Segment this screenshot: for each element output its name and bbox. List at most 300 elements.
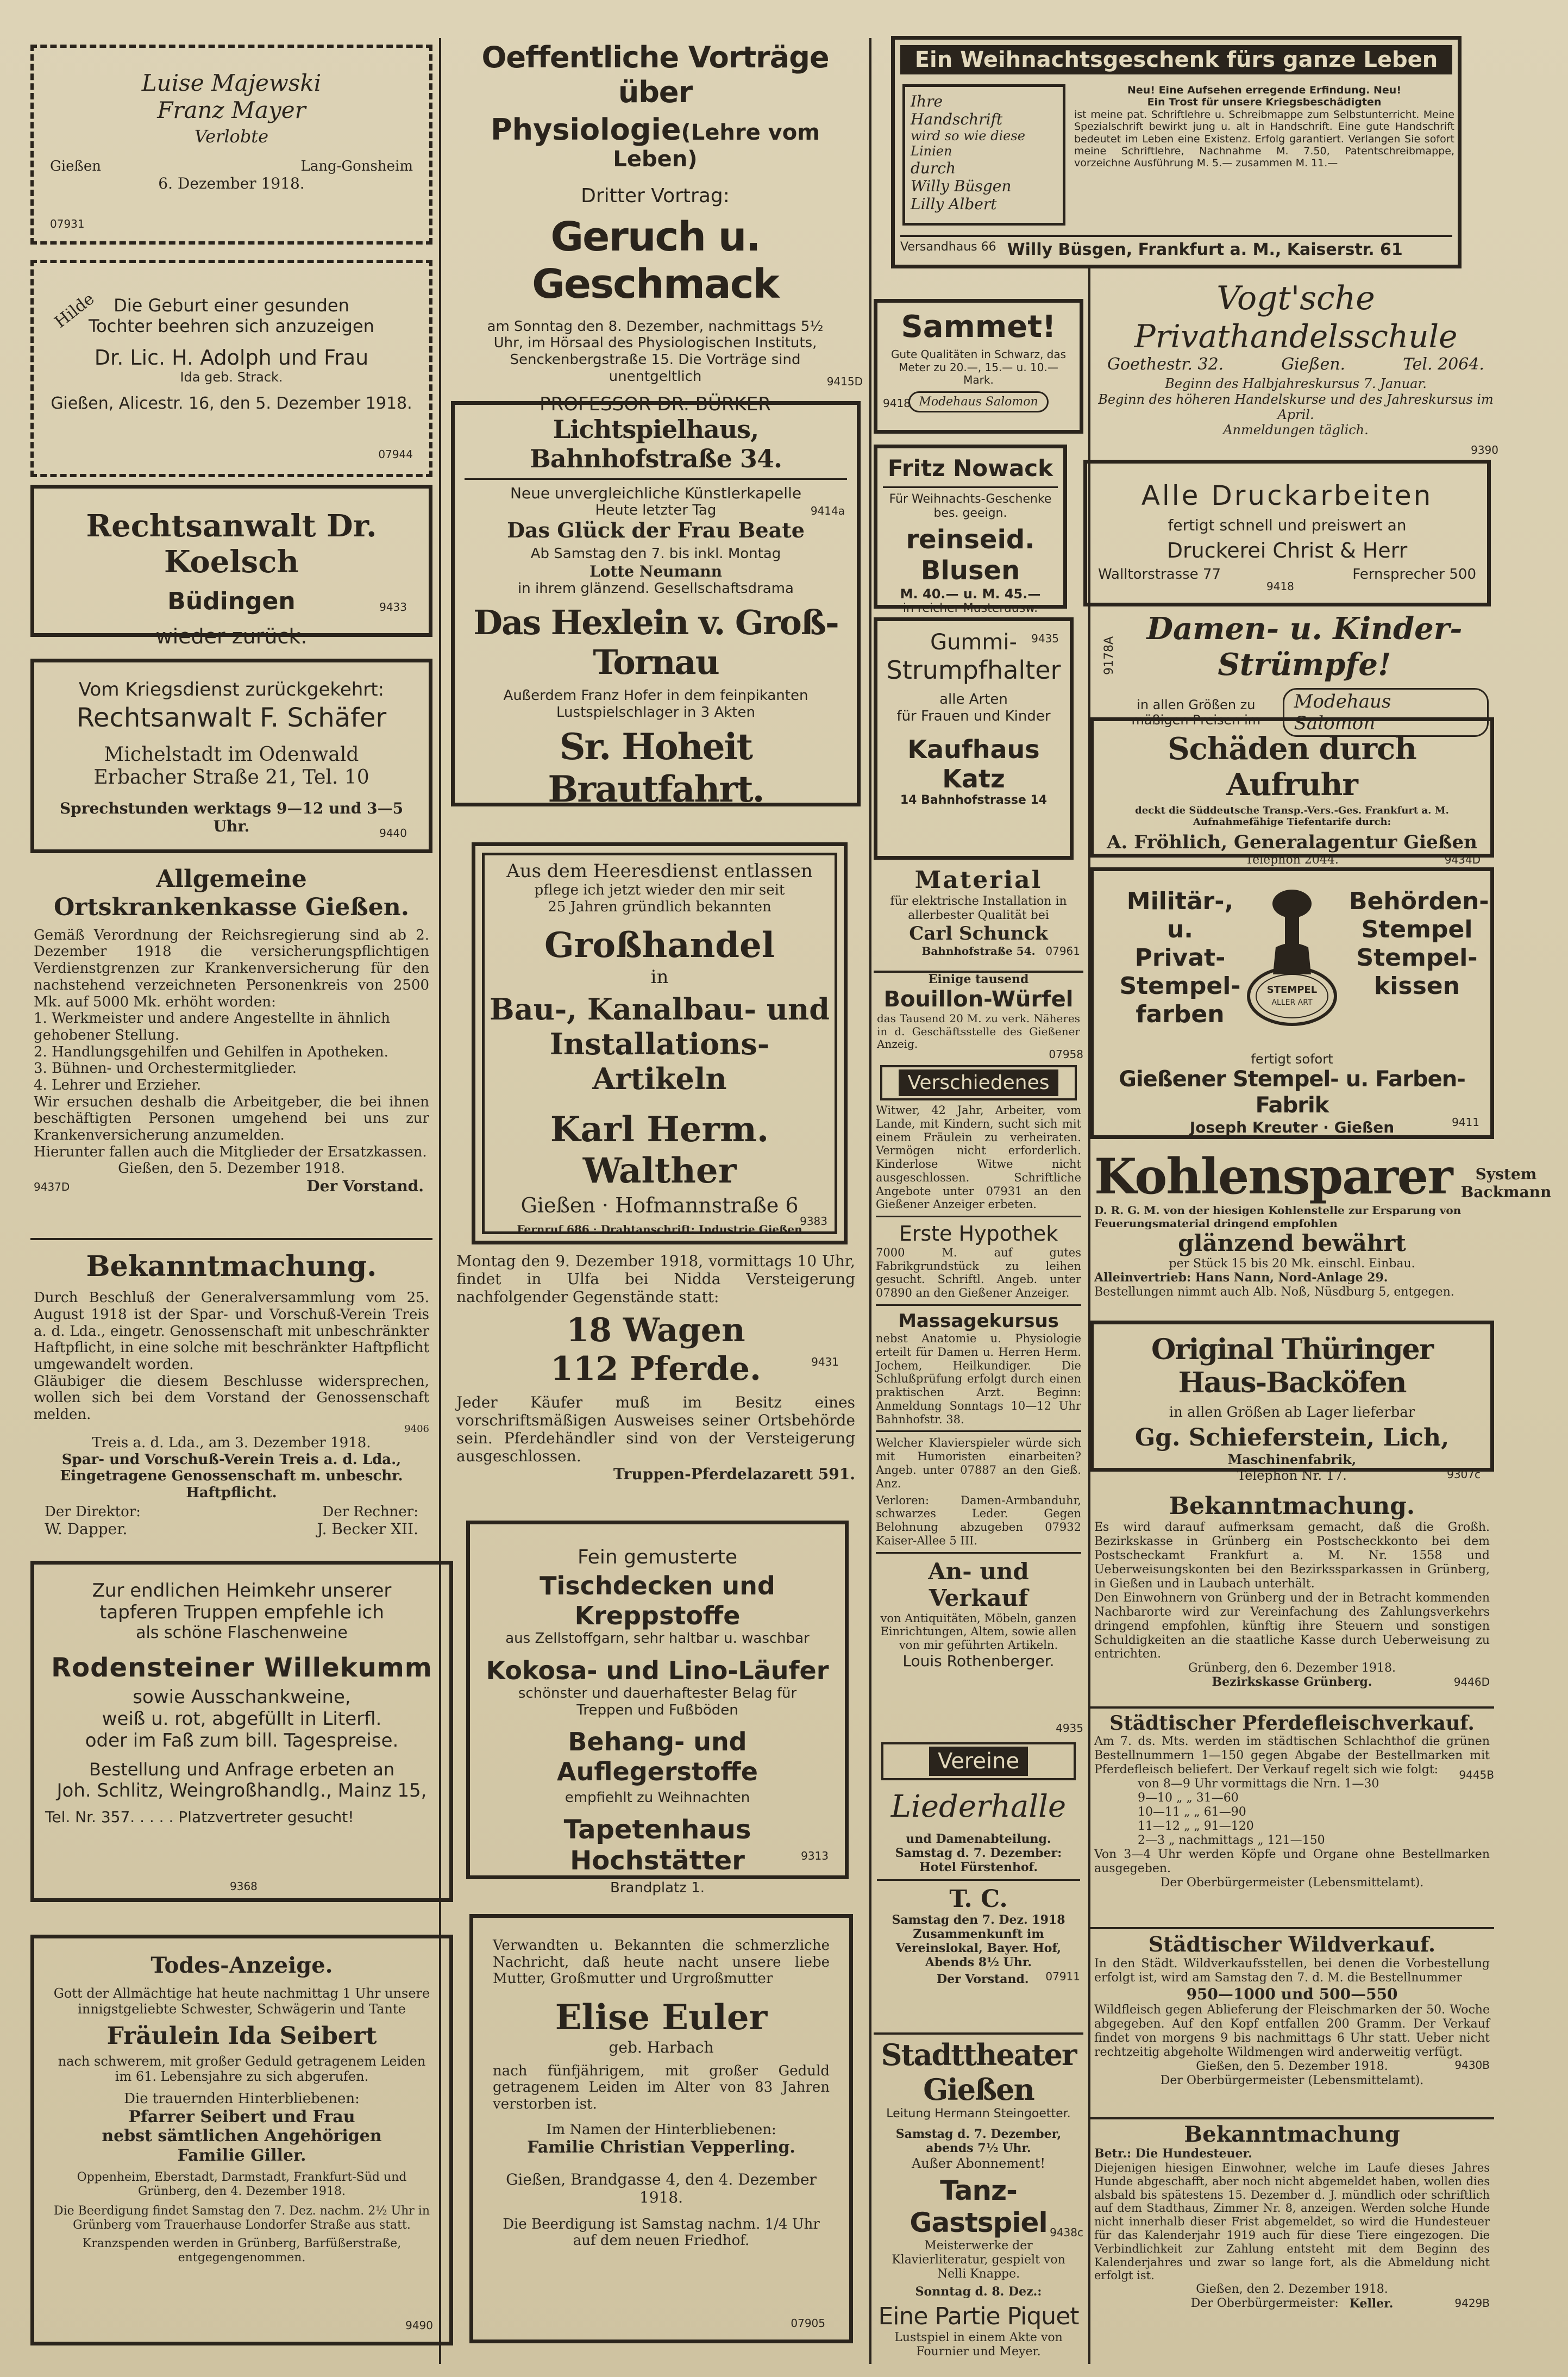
- bouillon-product: Bouillon-Würfel: [883, 986, 1074, 1012]
- schedule-row: 10—11 „ „ 61—90: [1138, 1805, 1246, 1819]
- ad-stempel: [1090, 867, 1494, 1139]
- schunck-address: Bahnhofstraße 54.: [921, 944, 1036, 958]
- classified-ankauf-name: Louis Rothenberger.: [902, 1652, 1055, 1670]
- buesgen-text: [1074, 84, 1454, 226]
- notice-bezirkskasse: [1090, 1492, 1494, 1701]
- wine-address: Joh. Schlitz, Weingroßhandlg., Mainz 15,: [57, 1780, 427, 1802]
- notice-date: Grünberg, den 6. Dezember 1918.: [1188, 1661, 1396, 1675]
- tapeten-address: Brandplatz 1.: [610, 1879, 705, 1896]
- section-heading: Vereine: [929, 1747, 1028, 1776]
- kohlen-title: Kohlensparer: [1094, 1148, 1452, 1205]
- stamp-text-1: STEMPEL: [1266, 984, 1318, 996]
- stempel-left-2: u. Privat-: [1134, 915, 1226, 972]
- ad-code: 9383: [800, 1215, 827, 1228]
- buesgen-line-1: Neu! Eine Aufsehen erregende Erfindung. Neu!: [1127, 84, 1401, 96]
- schedule-row: von 8—9 Uhr vormittags die Nrn. 1—30: [1138, 1777, 1379, 1791]
- kohlen-text: D. R. G. M. von der hiesigen Kohlenstelle zur Ersparung von Feuerungsmaterial dringend empfohlen: [1094, 1204, 1462, 1230]
- tc-signature: Der Vorstand.: [937, 1972, 1029, 1986]
- ad-code: 9390: [1471, 443, 1498, 456]
- birth-address-date: Gießen, Alicestr. 16, den 5. Dezember 1918.: [51, 393, 412, 413]
- notice-signature-role: Der Oberbürgermeister:: [1190, 2296, 1339, 2310]
- hw-4: durch: [911, 159, 956, 177]
- backofen-headline: Original Thüringer Haus-Backöfen: [1151, 1333, 1433, 1400]
- stempel-right-1: Behörden-: [1349, 887, 1489, 915]
- walther-phone: Fernruf 686 · Drahtanschrift: Industrie Gießen: [517, 1223, 802, 1236]
- ad-kohlensparer: [1090, 1148, 1552, 1316]
- euler-family: Familie Christian Vepperling.: [527, 2138, 795, 2157]
- lecture-details: am Sonntag den 8. Dezember, nachmittags 5½ Uhr, im Hörsaal des Physiologischen Instituts, Senckenbergstraße 15. Die Vorträge sind unentgeltlich: [487, 318, 824, 385]
- vogt-school: Privathandelsschule: [1134, 317, 1458, 355]
- vogt-phone: Tel. 2064.: [1402, 355, 1484, 374]
- film-title-1: Das Glück der Frau Beate: [507, 517, 805, 542]
- euler-mourners-label: Im Namen der Hinterbliebenen:: [546, 2121, 776, 2138]
- theater-date: Samstag d. 7. Dezember, abends 7½ Uhr.: [895, 2127, 1062, 2156]
- stempel-left-1: Militär-,: [1126, 887, 1234, 915]
- notice-signature: Der Oberbürgermeister (Lebensmittelamt).: [1160, 1876, 1424, 1890]
- euler-funeral: Die Beerdigung ist Samstag nachm. 1/4 Uhr auf dem neuen Friedhof.: [503, 2216, 820, 2249]
- notice-item-3: 3. Bühnen- und Orchestermitglieder.: [34, 1060, 297, 1077]
- death-mourners-label: Die trauernden Hinterbliebenen:: [124, 2091, 360, 2107]
- ad-code: 9435: [1031, 632, 1059, 645]
- auction-intro: Montag den 9. Dezember 1918, vormittags 10 Uhr, findet in Ulfa bei Nidda Versteigerung nachfolgender Gegenstände statt:: [456, 1252, 855, 1306]
- walther-goods-2: Installations-Artikeln: [549, 1026, 770, 1096]
- kohlen-tested: glänzend bewährt: [1178, 1230, 1406, 1257]
- backofen-phone: Telephon Nr. 17.: [1237, 1467, 1347, 1483]
- inner-frame: [482, 853, 837, 1234]
- section-vereine: [874, 1742, 1083, 2025]
- theater-name: Stadttheater Gießen: [881, 2037, 1076, 2107]
- walther-name: Karl Herm. Walther: [550, 1109, 769, 1191]
- wine-line-3: als schöne Flaschenweine: [136, 1623, 348, 1643]
- stempel-company: Gießener Stempel- u. Farben-Fabrik: [1119, 1067, 1465, 1118]
- notice-title: Bekanntmachung: [1184, 2122, 1400, 2147]
- ad-koelsch: [30, 485, 432, 649]
- notice-date: Gießen, den 2. Dezember 1918.: [1196, 2282, 1388, 2297]
- classified-armband: Verloren: Damen-Armbanduhr, schwarzes Leder. Gegen Belohnung abzugeben 07932 Kaiser-Allee 5 III.: [876, 1493, 1081, 1547]
- ad-walther: [472, 842, 848, 1244]
- death-notice-euler: [469, 1914, 853, 2343]
- koelsch-town: Büdingen: [167, 587, 296, 616]
- hw-5: Willy Büsgen: [911, 177, 1012, 195]
- wine-line-2: tapferen Truppen empfehle ich: [99, 1602, 384, 1624]
- notice-paragraph-1: Diejenigen hiesigen Einwohner, welche im Laufe dieses Jahres Hunde abgeschafft, aber noch nicht abgemeldet haben, wollen dies alsbald bis spätestens 15. Dezember d. J. mündlich oder schriftlich auf dem Stadthaus, Zimmer Nr. 8, anzeigen. Werden solche Hunde nicht innerhalb dieser Frist abgemeldet, so wird die Hundesteuer für das Kalenderjahr 1919 auch für diese Tiere eingezogen. Die Verbindlichkeit zur Zahlung entsteht mit dem Beginn des Kalenderjahres und zwar so lange fort, als die Abmeldung nicht erfolgt ist.: [1094, 2161, 1490, 2282]
- notice-paragraph-3: Hierunter fallen auch die Mitglieder der Ersatzkassen.: [34, 1143, 427, 1160]
- cinema-ad: [451, 401, 861, 811]
- ad-code: 07961: [1045, 944, 1080, 958]
- notice-signature-name: Keller.: [1349, 2296, 1394, 2311]
- ad-code: 07944: [378, 448, 413, 461]
- wreath-info: Kranzspenden werden in Grünberg, Barfüßerstraße, entgegengenommen.: [82, 2237, 402, 2265]
- ad-code: 9438c: [1050, 2226, 1083, 2239]
- ad-code: 07931: [50, 217, 85, 230]
- ad-code: 9430B: [1454, 2058, 1490, 2072]
- place-left: Gießen: [50, 158, 101, 174]
- notice-item-1: 1. Werkmeister und andere Angestellte in ähnlich gehobener Stellung.: [34, 1010, 390, 1043]
- notice-signature: Der Vorstand.: [306, 1177, 424, 1195]
- euler-paragraph-1: Verwandten u. Bekannten die schmerzliche Nachricht, daß heute nacht unsere liebe Mutter, Großmutter und Urgroßmutter: [493, 1937, 830, 1987]
- ad-code: 9429B: [1454, 2296, 1490, 2310]
- notice-item-2: 2. Handlungsgehilfen und Gehilfen in Apotheken.: [34, 1043, 388, 1060]
- kohlen-orders: Bestellungen nimmt auch Alb. Noß, Nüsdburg 5, entgegen.: [1094, 1285, 1454, 1299]
- ad-vogt-handelsschule: [1093, 279, 1498, 460]
- tapeten-name: Tapetenhaus Hochstätter: [563, 1815, 751, 1876]
- sammet-title: Sammet!: [901, 309, 1056, 345]
- aufruhr-phone: Telephon 2044.: [1245, 853, 1339, 867]
- mourner-3: Familie Giller.: [177, 2145, 306, 2165]
- lecture-number: Dritter Vortrag:: [581, 185, 730, 208]
- ad-nowack: [874, 445, 1067, 616]
- wild-numbers: 950—1000 und 500—550: [1186, 1985, 1398, 2003]
- cinema-comedy: Außerdem Franz Hofer in dem feinpikanten Lustspielschlager in 3 Akten: [503, 687, 808, 721]
- bouillon-line-1: Einige tausend: [928, 972, 1029, 986]
- death-paragraph-2: nach schwerem, mit großer Geduld getragenem Leiden im 61. Lebensjahre zu sich abgerufen.: [58, 2053, 426, 2085]
- struempfe-text: in allen Größen zu mäßigen Preisen im: [1131, 697, 1261, 728]
- stamp-icon: [1246, 887, 1338, 1029]
- notice-organisation: Spar- und Vorschuß-Verein Treis a. d. Lda., Eingetragene Genossenschaft m. unbeschr. Haftpflicht.: [60, 1451, 403, 1501]
- ad-code: 9313: [801, 1849, 829, 1862]
- tc-text: Samstag den 7. Dez. 1918 Zusammenkunft im Vereinslokal, Bayer. Hof, Abends 8½ Uhr.: [892, 1912, 1065, 1969]
- cinema-star: Lotte Neumann: [589, 562, 723, 581]
- walther-in: in: [650, 966, 669, 988]
- tapeten-line-3: aus Zellstoffgarn, sehr haltbar u. waschbar: [505, 1630, 810, 1647]
- tapeten-line-1: Fein gemusterte: [577, 1546, 738, 1568]
- wine-name: Rodensteiner Willekumm: [51, 1652, 432, 1683]
- ad-code: 9411: [1452, 1116, 1479, 1129]
- ad-code: 9446D: [1453, 1675, 1490, 1689]
- child-name-hilde: Hilde: [51, 289, 98, 332]
- ad-strumpfhalter: [874, 617, 1074, 860]
- hw-2: Handschrift: [911, 110, 1003, 129]
- buesgen-headline: Ein Weihnachtsgeschenk fürs ganze Leben: [914, 47, 1438, 72]
- buesgen-foot-1: Versandhaus 66: [900, 240, 996, 254]
- death-notice-seibert: [30, 1935, 453, 2345]
- walther-line-3: 25 Jahren gründlich bekannten: [548, 898, 772, 915]
- notice-paragraph-2: Gläubiger die diesem Beschlusse widersprechen, wollen sich bei dem Vorstand der Genossenschaft melden.: [34, 1373, 429, 1423]
- ad-code: 9414a: [810, 504, 845, 517]
- notice-ortskrankenkasse: [30, 865, 432, 1229]
- hw-6: Lilly Albert: [911, 195, 997, 213]
- koelsch-return: wieder zurück.: [155, 624, 308, 649]
- column-rule: [869, 38, 871, 2364]
- ad-code: 9307c: [1447, 1467, 1481, 1481]
- classified-witwer: Witwer, 42 Jahr, Arbeiter, vom Lande, mit Kindern, sucht sich mit einem Fräulein zu verheiraten. Vermögen nicht erforderlich. Kinderlose Witwe nicht ausgeschlossen. Schriftliche Angebote unter 07931 an den Gießener Anzeiger erbeten.: [876, 1104, 1081, 1211]
- ad-backoefen: [1090, 1321, 1494, 1483]
- strumpf-product: Strumpfhalter: [886, 655, 1061, 685]
- druck-name: Druckerei Christ & Herr: [1166, 539, 1408, 563]
- tc-title: T. C.: [949, 1885, 1008, 1913]
- ad-stadttheater: [874, 2032, 1083, 2359]
- mourner-1: Pfarrer Seibert und Frau: [128, 2107, 355, 2127]
- schedule-row: 11—12 „ „ 91—120: [1138, 1819, 1254, 1834]
- aufruhr-agent: A. Fröhlich, Generalagentur Gießen: [1107, 831, 1477, 853]
- aufruhr-headline: Schäden durch Aufruhr: [1168, 731, 1416, 803]
- sammet-text: Gute Qualitäten in Schwarz, das Meter zu 20.—, 15.— u. 10.— Mark.: [890, 348, 1067, 387]
- kohlen-backmann: Backmann: [1460, 1183, 1552, 1201]
- lecture-title: Geruch u. Geschmack: [532, 213, 779, 308]
- cinema-last-day: Heute letzter Tag: [595, 502, 717, 518]
- deceased-name: Elise Euler: [555, 1997, 768, 2038]
- schunck-title: Material: [914, 866, 1043, 894]
- notice-paragraph-2: Von 3—4 Uhr werden Köpfe und Organe ohne Bestellmarken ausgegeben.: [1094, 1848, 1490, 1876]
- notice-wildverkauf: [1090, 1927, 1494, 2114]
- ad-sammet: [874, 299, 1083, 434]
- wine-line-1: Zur endlichen Heimkehr unserer: [92, 1580, 392, 1602]
- schedule-row: 9—10 „ „ 31—60: [1138, 1791, 1239, 1805]
- notice-paragraph-2: Wir ersuchen deshalb die Arbeitgeber, die bei ihnen beschäftigten Personen umgehend bei uns zur Krankenversicherung anzumelden.: [34, 1093, 429, 1143]
- theater-show-1: Tanz-Gastspiel: [910, 2174, 1048, 2238]
- schedule-row: 2—3 „ nachmittags „ 121—150: [1138, 1834, 1325, 1848]
- role-director: Der Direktor:: [45, 1503, 141, 1520]
- druck-line-2: fertigt schnell und preiswert an: [1168, 516, 1407, 534]
- ad-aufruhr: [1090, 717, 1494, 867]
- nowack-choice: in reicher Musterausw.: [902, 602, 1038, 616]
- euler-place-date: Gießen, Brandgasse 4, den 4. Dezember 1918.: [506, 2170, 817, 2206]
- stamp-illustration: [1246, 887, 1338, 1029]
- nowack-product: reinseid. Blusen: [906, 524, 1035, 586]
- stempel-right-3: Stempel-: [1356, 943, 1478, 972]
- ad-code: 07958: [1049, 1048, 1083, 1061]
- ad-code: 9178A: [1102, 636, 1117, 675]
- theater-director: Leitung Hermann Steingoetter.: [886, 2107, 1071, 2121]
- notice-paragraph-1: Gemäß Verordnung der Reichsregierung sind ab 2. Dezember 1918 die versicherungspflichtigen Verdienstgrenzen zur Krankenversicherung für den nachstehend verzeichneten Personenkreis von 2500 Mk. auf 5000 Mk. erhöht worden:: [34, 927, 429, 1010]
- strumpf-kinds: alle Arten: [939, 691, 1008, 708]
- backofen-line-2: in allen Größen ab Lager lieferbar: [1169, 1404, 1415, 1421]
- groom-name: Franz Mayer: [157, 96, 306, 123]
- tapeten-line-6: Treppen und Fußböden: [576, 1702, 738, 1718]
- deceased-name: Fräulein Ida Seibert: [106, 2022, 377, 2050]
- walther-line-2: pflege ich jetzt wieder den mir seit: [534, 882, 785, 899]
- ad-code: 4935: [1056, 1722, 1083, 1735]
- classified-hypothek-title: Erste Hypothek: [899, 1222, 1058, 1246]
- theater-show-2-text: Lustspiel in einem Akte von Fournier und Meyer.: [894, 2331, 1063, 2359]
- tapeten-line-4: Kokosa- und Lino-Läufer: [486, 1655, 829, 1685]
- lecture-topic-sub: (Lehre vom Leben): [613, 120, 820, 172]
- theater-show-2: Eine Partie Piquet: [878, 2303, 1079, 2331]
- wine-line-6: weiß u. rot, abgefüllt in Literfl.: [102, 1708, 382, 1730]
- ad-code: 9431: [811, 1355, 839, 1368]
- divider: [876, 1430, 1081, 1432]
- notice-date: 6. Dezember 1918.: [158, 174, 305, 192]
- ad-code: 9418: [883, 396, 911, 410]
- vogt-street: Goethestr. 32.: [1107, 355, 1224, 374]
- wine-phone: Tel. Nr. 357. . . . . Platzvertreter gesucht!: [45, 1808, 354, 1826]
- divider: [876, 1216, 1081, 1217]
- stamp-text-2: ALLER ART: [1271, 998, 1313, 1007]
- tapeten-line-8: empfiehlt zu Weihnachten: [565, 1789, 750, 1806]
- ad-willekumm: [30, 1561, 453, 1902]
- schedule-table: [1094, 1777, 1490, 1848]
- notice-pferdefleisch: [1090, 1706, 1494, 1924]
- place-right: Lang-Gonsheim: [300, 158, 413, 174]
- euler-paragraph-2: nach fünfjährigem, mit großer Geduld getragenem Leiden im Alter von 83 Jahren verstorben ist.: [493, 2062, 830, 2112]
- notice-title: Bekanntmachung.: [86, 1250, 377, 1283]
- stempel-line-1: fertigt sofort: [1251, 1052, 1333, 1067]
- notice-paragraph-1: In den Städt. Wildverkaufsstellen, bei denen die Vorbestellung erfolgt ist, wird am Samstag den 7. d. M. die Bestellnummer: [1094, 1956, 1490, 1985]
- wine-line-8: Bestellung und Anfrage erbeten an: [89, 1759, 395, 1780]
- strumpf-for: für Frauen und Kinder: [896, 708, 1051, 725]
- classified-ankauf-title: An- und Verkauf: [928, 1557, 1029, 1612]
- birth-notice-adolph: [30, 260, 432, 477]
- notice-title: Bekanntmachung.: [1169, 1492, 1415, 1520]
- ad-code: 9406: [404, 1423, 429, 1435]
- buesgen-address: Willy Büsgen, Frankfurt a. M., Kaiserstr. 61: [1007, 240, 1403, 259]
- backofen-type: Maschinenfabrik,: [1227, 1452, 1357, 1468]
- ad-buesgen: [891, 36, 1462, 268]
- salomon-logo: Modehaus Salomon: [1283, 688, 1489, 737]
- theater-abo: Außer Abonnement!: [911, 2156, 1046, 2172]
- bouillon-text: das Tausend 20 M. zu verk. Näheres in d. Geschäftsstelle des Gießener Anzeig.: [877, 1012, 1080, 1051]
- death-paragraph-1: Gott der Allmächtige hat heute nachmittag 1 Uhr unsere innigstgeliebte Schwester, Schwägerin und Tante: [53, 1986, 430, 2017]
- auction-rules: Jeder Käufer muß im Besitz eines vorschriftsmäßigen Ausweises seiner Ortsbehörde sein. Pferdehändler sind von der Versteigerung ausgeschlossen.: [456, 1393, 855, 1465]
- ad-schaefer: [30, 659, 432, 853]
- funeral-info: Die Beerdigung findet Samstag den 7. Dez. nachm. 2½ Uhr in Grünberg vom Trauerhause Londorfer Straße aus statt.: [53, 2204, 430, 2232]
- vogt-registration: Anmeldungen täglich.: [1223, 422, 1369, 438]
- classified-ankauf-text: von Antiquitäten, Möbeln, ganzen Einrichtungen, Altem, sowie allen von mir geführten Artikeln.: [880, 1611, 1077, 1652]
- ad-code: 9440: [379, 827, 407, 840]
- notice-title: Städtischer Pferdefleischverkauf.: [1109, 1712, 1475, 1735]
- lecture-topic: Physiologie: [491, 112, 681, 147]
- lecture-professor: PROFESSOR DR. BÜRKER: [540, 393, 771, 416]
- ad-schunck: [874, 866, 1083, 967]
- stempel-owner: Joseph Kreuter · Gießen: [1189, 1118, 1395, 1136]
- nowack-name: Fritz Nowack: [887, 455, 1053, 481]
- schaefer-street: Erbacher Straße 21, Tel. 10: [93, 766, 369, 789]
- birth-line-1: Die Geburt einer gesunden: [114, 295, 349, 316]
- lecture-line-1: Oeffentliche Vorträge über: [481, 40, 829, 109]
- notice-paragraph-1: Durch Beschluß der Generalversammlung vom 25. August 1918 ist der Spar- und Vorschuß-Verein Treis a. d. Lda., eingetr. Genossenschaft mit unbeschränkter Haftpflicht, in eine solche mit beschränkter Haftpflicht umgewandelt worden.: [34, 1290, 429, 1373]
- kohlen-vendor: Alleinvertrieb: Hans Nann, Nord-Anlage 29.: [1094, 1270, 1388, 1285]
- notice-title: Städtischer Wildverkauf.: [1148, 1932, 1436, 1956]
- classified-hypothek-text: 7000 M. auf gutes Fabrikgrundstück zu leihen gesucht. Schriftl. Angeb. unter 07890 an den Gießener Anzeiger.: [876, 1246, 1081, 1300]
- schunck-text: für elektrische Installation in allerbester Qualität bei: [890, 894, 1067, 922]
- ad-code: 07911: [1045, 1969, 1080, 1983]
- strumpf-address: 14 Bahnhofstrasse 14: [900, 793, 1048, 808]
- divider: [876, 1552, 1081, 1554]
- birth-line-2: Tochter beehren sich anzuzeigen: [89, 315, 374, 336]
- engagement-label: Verlobte: [194, 126, 269, 147]
- tapeten-line-2: Tischdecken und Kreppstoffe: [540, 1571, 775, 1630]
- auction-signature: Truppen-Pferdelazarett 591.: [613, 1465, 855, 1484]
- vogt-course-2: Beginn des höheren Handelskurse und des Jahreskursus im April.: [1098, 391, 1494, 422]
- strumpf-line-1: Gummi-: [930, 630, 1017, 655]
- horse-auction: [451, 1252, 861, 1502]
- handwriting-sample: [902, 84, 1065, 226]
- cinema-drama: in ihrem glänzend. Gesellschaftsdrama: [518, 580, 794, 597]
- struempfe-headline: Damen- u. Kinder-Strümpfe!: [1146, 611, 1463, 683]
- notice-subject: Betr.: Die Hundesteuer.: [1094, 2147, 1252, 2161]
- cinema-name: Lichtspielhaus, Bahnhofstraße 34.: [530, 415, 782, 474]
- classifieds-verschiedenes: [874, 1065, 1083, 1737]
- notice-date: Gießen, den 5. Dezember 1918.: [118, 1160, 345, 1177]
- liederhalle-script: Liederhalle: [890, 1789, 1067, 1824]
- bride-name: Luise Majewski: [141, 70, 322, 96]
- liederhalle-text: und Damenabteilung. Samstag d. 7. Dezember: Hotel Fürstenhof.: [895, 1832, 1062, 1874]
- stempel-right-4: kissen: [1374, 972, 1460, 1000]
- walther-trade: Großhandel: [544, 925, 775, 966]
- treasurer-name: J. Becker XII.: [317, 1519, 418, 1538]
- divider: [877, 1879, 1080, 1881]
- notice-hundesteuer: [1090, 2117, 1494, 2360]
- ad-code: 9433: [379, 600, 407, 614]
- ad-code: 9437D: [34, 1180, 70, 1193]
- tapeten-line-7: Behang- und Auflegerstoffe: [557, 1727, 758, 1786]
- notice-title: Allgemeine Ortskrankenkasse Gießen.: [53, 865, 410, 921]
- kohlen-system: System: [1475, 1165, 1537, 1183]
- lecture-announcement: [446, 40, 865, 416]
- schunck-name: Carl Schunck: [909, 922, 1048, 944]
- walther-address: Gießen · Hofmannstraße 6: [520, 1193, 799, 1218]
- role-treasurer: Der Rechner:: [322, 1503, 418, 1520]
- divider: [876, 1304, 1081, 1306]
- classified-massage-title: Massagekursus: [898, 1310, 1059, 1333]
- mourner-2: nebst sämtlichen Angehörigen: [102, 2126, 382, 2146]
- walther-line-1: Aus dem Heeresdienst entlassen: [506, 860, 813, 882]
- aufruhr-text: deckt die Süddeutsche Transp.-Vers.-Ges. Frankfurt a. M. Aufnahmefähige Tiefentarife durch:: [1135, 805, 1449, 828]
- cinema-date: Ab Samstag den 7. bis inkl. Montag: [530, 546, 781, 562]
- wine-line-5: sowie Ausschankweine,: [133, 1686, 351, 1709]
- director-name: W. Dapper.: [45, 1519, 128, 1538]
- notice-paragraph-2: Den Einwohnern von Grünberg und der in Betracht kommenden Nachbarorte wird zur Vereinfachung des Zahlungsverkehrs dringend empfohlen, künftig ihre Steuern und sonstigen Schuldigkeiten an die staatliche Kasse durch Ueberweisung zu entrichten.: [1094, 1591, 1490, 1661]
- notice-title: Todes-Anzeige.: [150, 1953, 333, 1978]
- death-places: Oppenheim, Eberstadt, Darmstadt, Frankfurt-Süd und Grünberg, den 4. Dezember 1918.: [77, 2170, 407, 2199]
- ad-code: 07905: [791, 2317, 825, 2330]
- druck-address: Walltorstrasse 77: [1098, 566, 1221, 583]
- druck-headline: Alle Druckarbeiten: [1141, 480, 1433, 511]
- schaefer-hours: Sprechstunden werktags 9—12 und 3—5 Uhr.: [59, 799, 404, 835]
- notice-item-4: 4. Lehrer und Erzieher.: [34, 1077, 202, 1093]
- stempel-left-4: farben: [1136, 1000, 1225, 1028]
- stempel-right-2: Stempel: [1361, 915, 1473, 943]
- notice-date: Treis a. d. Lda., am 3. Dezember 1918.: [92, 1434, 371, 1451]
- notice-treis-vorschussverein: [30, 1238, 432, 1553]
- film-title-2: Das Hexlein v. Groß-Tornau: [473, 602, 838, 682]
- ad-code: 9368: [230, 1880, 258, 1893]
- ad-code: 9418: [1266, 580, 1294, 593]
- salomon-logo: Modehaus Salomon: [908, 391, 1048, 412]
- nowack-price: M. 40.— u. M. 45.—: [900, 586, 1041, 602]
- kohlen-price: per Stück 15 bis 20 Mk. einschl. Einbau.: [1169, 1256, 1415, 1271]
- vogt-name: Vogt'sche: [1216, 279, 1375, 317]
- classified-massage-text: nebst Anatomie u. Physiologie erteilt für Damen u. Herren Herm. Jochem, Heilkundiger. Die Schlußprüfung erfolgt durch einen praktischen Arzt. Beginn: Anmeldung Sonntags 10—12 Uhr Bahnhofstr. 38.: [876, 1332, 1081, 1426]
- divider: [465, 478, 847, 480]
- ad-struempfe: [1090, 611, 1494, 735]
- section-heading: Verschiedenes: [899, 1069, 1058, 1096]
- notice-paragraph-1: Es wird darauf aufmerksam gemacht, daß die Großh. Bezirkskasse in Grünberg ein Postscheckkonto bei dem Postscheckamt Frankfurt a. M. Nr. 1558 und Ueberweisungskonten bei den Bezirkssparkassen in Grünberg, in Gießen und in Laubach unterhält.: [1094, 1520, 1490, 1591]
- hw-3: wird so wie diese Linien: [911, 128, 1025, 159]
- hw-1: Ihre: [911, 92, 943, 110]
- mother-maiden: Ida geb. Strack.: [180, 370, 283, 385]
- ad-code: 9445B: [1459, 1768, 1494, 1781]
- wine-line-7: oder im Faß zum bill. Tagespreise.: [85, 1730, 399, 1752]
- parents-name: Dr. Lic. H. Adolph und Frau: [94, 345, 369, 370]
- auction-wagons: 18 Wagen: [566, 1311, 745, 1350]
- ad-tapetenhaus: [466, 1521, 849, 1896]
- schaefer-name: Rechtsanwalt F. Schäfer: [76, 703, 387, 734]
- ad-code: 9415D: [826, 375, 863, 388]
- deceased-maiden: geb. Harbach: [609, 2038, 714, 2056]
- vogt-city: Gießen.: [1281, 355, 1346, 374]
- auction-horses: 112 Pferde.: [550, 1349, 761, 1388]
- cinema-orchestra: Neue unvergleichliche Künstlerkapelle: [510, 484, 802, 502]
- divider: [883, 486, 1058, 488]
- koelsch-name: Rechtsanwalt Dr. Koelsch: [86, 508, 377, 580]
- notice-paragraph-1: Am 7. ds. Mts. werden im städtischen Schlachthof die grünen Bestellnummern 1—150 gegen Abgabe der Bestellmarken mit Pferdefleisch beliefert. Der Verkauf regelt sich wie folgt:: [1094, 1735, 1490, 1777]
- notice-date: Gießen, den 5. Dezember 1918.: [1196, 2059, 1388, 2073]
- theater-date-2: Sonntag d. 8. Dez.:: [915, 2285, 1042, 2299]
- schaefer-line-1: Vom Kriegsdienst zurückgekehrt:: [78, 679, 385, 700]
- stempel-left-3: Stempel-: [1119, 972, 1241, 1000]
- buesgen-line-3: ist meine pat. Schriftlehre u. Schreibmappe zum Selbstunterricht. Meine Spezialschrift bewirkt jung u. alt in Handschrift. Eine gute Handschrift bedeutet im Leben eine Existenz. Erfolg garantiert. Verlangen Sie sofort meine Schriftlehre, Nachnahme M. 7.50, Patentschreibmappe, vorzeichne Ausführung M. 5.— zusammen M. 11.—: [1074, 108, 1454, 170]
